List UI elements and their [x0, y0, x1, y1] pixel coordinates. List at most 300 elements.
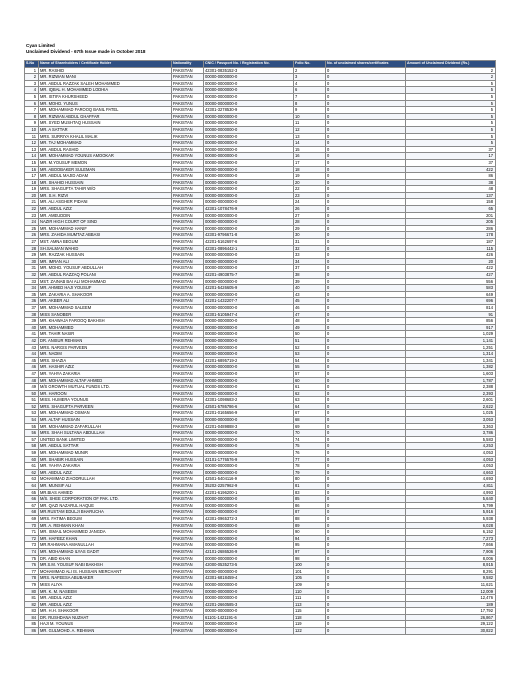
table-row: [25, 159, 496, 166]
table-row: [25, 614, 496, 621]
cell-amount: 6,028: [406, 522, 496, 529]
cell-sno: 53: [25, 410, 39, 417]
cell-folio: 62: [294, 390, 326, 397]
cell-shares: 0: [326, 206, 406, 213]
cell-amount: 1,341: [406, 357, 496, 364]
cell-folio: 97: [294, 548, 326, 555]
cell-name: MR. IQBAL H. MOHAMMED LODHIA: [39, 87, 172, 94]
cell-amount: 5,916: [406, 509, 496, 516]
cell-sno: 24: [25, 219, 39, 226]
cell-name: MR. MOHAMMAD OSMAN: [39, 410, 172, 417]
cell-amount: 8,915: [406, 562, 496, 569]
table-row: [25, 410, 496, 417]
cell-nationality: PAKISTAN: [172, 397, 204, 404]
cell-name: MISS. HUMERA YOUNUS: [39, 397, 172, 404]
cell-shares: 0: [326, 74, 406, 81]
cell-sno: 54: [25, 417, 39, 424]
cell-shares: 0: [326, 126, 406, 133]
cell-folio: 32: [294, 245, 326, 252]
cell-cnic: 00000-0000000-0: [204, 390, 294, 397]
cell-nationality: PAKISTAN: [172, 423, 204, 430]
cell-sno: 29: [25, 252, 39, 259]
cell-cnic: 00000-0000000-0: [204, 628, 294, 635]
cell-name: MRS. NAFEESA ABUBAKER: [39, 575, 172, 582]
table-row: [25, 67, 496, 74]
cell-name: MR. A SATTAR: [39, 126, 172, 133]
table-row: [25, 265, 496, 272]
cell-name: MRS. SURRIYA KHALIL MALIK: [39, 133, 172, 140]
cell-folio: 78: [294, 463, 326, 470]
cell-amount: 8,291: [406, 568, 496, 575]
cell-name: MR. YAHYA ZAKARIA: [39, 370, 172, 377]
cell-amount: 1,603: [406, 370, 496, 377]
cell-sno: 15: [25, 159, 39, 166]
cell-shares: 0: [326, 496, 406, 503]
cell-name: MISS SANOBER: [39, 311, 172, 318]
cell-cnic: 00000-0000000-0: [204, 140, 294, 147]
table-row: [25, 608, 496, 615]
table-row: [25, 588, 496, 595]
cell-cnic: 00000-0000000-0: [204, 324, 294, 331]
cell-nationality: PAKISTAN: [172, 199, 204, 206]
cell-nationality: PAKISTAN: [172, 601, 204, 608]
cell-amount: 2: [406, 74, 496, 81]
cell-sno: 64: [25, 483, 39, 490]
cell-name: MR. ABDUL AZIZ: [39, 595, 172, 602]
cell-amount: 9,582: [406, 575, 496, 582]
cell-nationality: PAKISTAN: [172, 575, 204, 582]
cell-name: MR. SHABIR HUSSAIN: [39, 456, 172, 463]
cell-shares: 0: [326, 100, 406, 107]
cell-folio: 90: [294, 529, 326, 536]
table-body: [25, 67, 496, 634]
table-row: [25, 581, 496, 588]
cell-amount: 427: [406, 272, 496, 279]
cell-nationality: PAKISTAN: [172, 628, 204, 635]
cell-name: MST. ZAINAB BAI ALI MOHAMMAD: [39, 278, 172, 285]
cell-cnic: 00000-0000000-0: [204, 258, 294, 265]
table-row: [25, 496, 496, 503]
cell-name: HAJI M. YOUNUS: [39, 621, 172, 628]
table-row: [25, 285, 496, 292]
cell-shares: 0: [326, 219, 406, 226]
cell-folio: 100: [294, 562, 326, 569]
cell-name: MR. RASHID: [39, 67, 172, 74]
cell-shares: 0: [326, 463, 406, 470]
cell-folio: 75: [294, 443, 326, 450]
cell-nationality: PAKISTAN: [172, 614, 204, 621]
table-row: [25, 357, 496, 364]
cell-shares: 0: [326, 245, 406, 252]
cell-name: MR. RIZWAN ABDUL GHAFFAR: [39, 113, 172, 120]
cell-shares: 0: [326, 324, 406, 331]
table-row: [25, 548, 496, 555]
cell-shares: 0: [326, 331, 406, 338]
table-row: [25, 443, 496, 450]
cell-name: NAZIR HIGH COURT OF SIND: [39, 219, 172, 226]
cell-shares: 0: [326, 509, 406, 516]
cell-cnic: 00000-0000000-0: [204, 595, 294, 602]
cell-amount: 4,663: [406, 469, 496, 476]
cell-nationality: PAKISTAN: [172, 522, 204, 529]
cell-sno: 61: [25, 463, 39, 470]
cell-shares: 0: [326, 291, 406, 298]
cell-cnic: 00000-0000000-0: [204, 173, 294, 180]
cell-name: MR. S.H. RIZVI: [39, 192, 172, 199]
cell-amount: 17,792: [406, 608, 496, 615]
cell-cnic: 42201-0165656-9: [204, 410, 294, 417]
cell-sno: 2: [25, 74, 39, 81]
cell-sno: 37: [25, 304, 39, 311]
cell-name: MR. ABDUL AZIZ: [39, 601, 172, 608]
cell-cnic: 42501-5404116-9: [204, 476, 294, 483]
cell-name: MR. GULMOHD. A. REHMAN: [39, 628, 172, 635]
cell-name: MR. ALTAF HUSSAIN: [39, 417, 172, 424]
cell-folio: 9: [294, 107, 326, 114]
cell-cnic: 00000-0000000-0: [204, 344, 294, 351]
cell-amount: 649: [406, 291, 496, 298]
cell-sno: 52: [25, 403, 39, 410]
table-row: [25, 417, 496, 424]
cell-amount: 4,053: [406, 463, 496, 470]
cell-cnic: 00000-0000000-0: [204, 496, 294, 503]
cell-folio: 43: [294, 291, 326, 298]
cell-shares: 0: [326, 548, 406, 555]
table-row: [25, 298, 496, 305]
cell-folio: 38: [294, 272, 326, 279]
cell-nationality: PAKISTAN: [172, 318, 204, 325]
cell-amount: 5: [406, 107, 496, 114]
cell-shares: 0: [326, 311, 406, 318]
cell-shares: 0: [326, 265, 406, 272]
cell-nationality: PAKISTAN: [172, 285, 204, 292]
cell-folio: 60: [294, 377, 326, 384]
cell-sno: 46: [25, 364, 39, 371]
cell-nationality: PAKISTAN: [172, 443, 204, 450]
cell-cnic: 42201-5162697-6: [204, 239, 294, 246]
cell-nationality: PAKISTAN: [172, 252, 204, 259]
cell-folio: 50: [294, 331, 326, 338]
cell-folio: 110: [294, 588, 326, 595]
cell-shares: 0: [326, 397, 406, 404]
cell-sno: 38: [25, 311, 39, 318]
cell-folio: 6: [294, 87, 326, 94]
cell-sno: 5: [25, 93, 39, 100]
cell-cnic: 00000-0000000-0: [204, 225, 294, 232]
cell-nationality: PAKISTAN: [172, 304, 204, 311]
cell-amount: 1,787: [406, 377, 496, 384]
cell-shares: 0: [326, 568, 406, 575]
table-row: [25, 291, 496, 298]
cell-folio: 109: [294, 581, 326, 588]
cell-name: MR. NADIM: [39, 351, 172, 358]
cell-cnic: 00000-0000000-0: [204, 93, 294, 100]
cell-sno: 18: [25, 179, 39, 186]
unclaimed-dividend-table: [24, 60, 496, 635]
cell-sno: 10: [25, 126, 39, 133]
cell-cnic: 00000-0000000-0: [204, 291, 294, 298]
cell-nationality: PAKISTAN: [172, 225, 204, 232]
cell-sno: 16: [25, 166, 39, 173]
table-row: [25, 562, 496, 569]
cell-cnic: 00000-0000000-0: [204, 166, 294, 173]
cell-nationality: PAKISTAN: [172, 239, 204, 246]
cell-amount: 30,822: [406, 628, 496, 635]
cell-sno: 25: [25, 225, 39, 232]
table-row: [25, 390, 496, 397]
cell-amount: 5: [406, 133, 496, 140]
cell-cnic: 42301-9796671-8: [204, 232, 294, 239]
cell-folio: 53: [294, 351, 326, 358]
cell-name: MR.S.M. YOUSUF NABI BAKHSH: [39, 562, 172, 569]
cell-shares: 0: [326, 436, 406, 443]
cell-name: MR. MOHAMMAD MUNIR: [39, 450, 172, 457]
cell-amount: 4,993: [406, 489, 496, 496]
cell-sno: 49: [25, 384, 39, 391]
cell-amount: 1,141: [406, 337, 496, 344]
cell-folio: 81: [294, 483, 326, 490]
cell-cnic: 00000-0000000-0: [204, 331, 294, 338]
cell-folio: 23: [294, 192, 326, 199]
cell-sno: 35: [25, 291, 39, 298]
cell-folio: 12: [294, 126, 326, 133]
table-row: [25, 529, 496, 536]
cell-shares: 0: [326, 601, 406, 608]
cell-nationality: PAKISTAN: [172, 206, 204, 213]
cell-sno: 33: [25, 278, 39, 285]
cell-sno: 59: [25, 450, 39, 457]
cell-folio: 51: [294, 337, 326, 344]
cell-cnic: 42301-3278530-9: [204, 107, 294, 114]
cell-name: M/S GROWTH MUTUAL FUNDS LTD.: [39, 384, 172, 391]
cell-amount: 5: [406, 126, 496, 133]
cell-nationality: PAKISTAN: [172, 146, 204, 153]
cell-name: UNITED BANK LIMITED: [39, 436, 172, 443]
table-row: [25, 384, 496, 391]
cell-sno: 41: [25, 331, 39, 338]
cell-name: MR. YAHYA ZAKARIA: [39, 463, 172, 470]
cell-nationality: PAKISTAN: [172, 179, 204, 186]
table-row: [25, 252, 496, 259]
cell-shares: 0: [326, 298, 406, 305]
cell-nationality: PAKISTAN: [172, 417, 204, 424]
cell-nationality: PAKISTAN: [172, 113, 204, 120]
cell-name: MR. SYED MUSHTAQ HUSSAIN: [39, 120, 172, 127]
cell-folio: 19: [294, 173, 326, 180]
cell-amount: 1,382: [406, 364, 496, 371]
cell-shares: 0: [326, 318, 406, 325]
cell-shares: 0: [326, 555, 406, 562]
cell-folio: 86: [294, 502, 326, 509]
cell-sno: 4: [25, 87, 39, 94]
cell-cnic: 00000-0000000-0: [204, 219, 294, 226]
cell-folio: 68: [294, 417, 326, 424]
cell-name: MR. A. REHMAN KHAN: [39, 522, 172, 529]
cell-nationality: PAKISTAN: [172, 562, 204, 569]
cell-sno: 76: [25, 562, 39, 569]
header-amount: Amount of Unclaimed Dividend (Rs.): [406, 61, 496, 68]
cell-nationality: PAKISTAN: [172, 232, 204, 239]
cell-cnic: 00000-0000000-0: [204, 370, 294, 377]
cell-cnic: 42201-1432207-7: [204, 298, 294, 305]
cell-cnic: 42000-0535273-5: [204, 562, 294, 569]
cell-folio: 119: [294, 621, 326, 628]
cell-folio: 2: [294, 67, 326, 74]
table-row: [25, 87, 496, 94]
company-name: Cyan Limited: [26, 43, 55, 48]
table-row: [25, 450, 496, 457]
cell-shares: 0: [326, 608, 406, 615]
cell-name: MR. MOHAMMAD FAROOQ BANIL PATEL: [39, 107, 172, 114]
cell-folio: 115: [294, 608, 326, 615]
cell-cnic: 00000-0000000-0: [204, 159, 294, 166]
table-row: [25, 483, 496, 490]
table-row: [25, 601, 496, 608]
table-row: [25, 377, 496, 384]
cell-sno: 81: [25, 595, 39, 602]
table-row: [25, 370, 496, 377]
cell-cnic: 00000-0000000-0: [204, 509, 294, 516]
cell-nationality: PAKISTAN: [172, 456, 204, 463]
cell-shares: 0: [326, 225, 406, 232]
cell-nationality: PAKISTAN: [172, 357, 204, 364]
table-row: [25, 179, 496, 186]
cell-folio: 95: [294, 542, 326, 549]
table-row: [25, 423, 496, 430]
cell-amount: 814: [406, 304, 496, 311]
table-row: [25, 628, 496, 635]
table-row: [25, 502, 496, 509]
cell-shares: 0: [326, 423, 406, 430]
table-row: [25, 324, 496, 331]
cell-sno: 66: [25, 496, 39, 503]
cell-sno: 75: [25, 555, 39, 562]
cell-shares: 0: [326, 529, 406, 536]
cell-shares: 0: [326, 575, 406, 582]
table-row: [25, 239, 496, 246]
cell-folio: 105: [294, 575, 326, 582]
cell-nationality: PAKISTAN: [172, 133, 204, 140]
cell-name: MR. AMEUDDIN: [39, 212, 172, 219]
cell-sno: 71: [25, 529, 39, 536]
cell-name: MR. MOHAMMAD ALTAF AHMED: [39, 377, 172, 384]
cell-amount: 1,314: [406, 351, 496, 358]
cell-folio: 63: [294, 397, 326, 404]
cell-nationality: PAKISTAN: [172, 166, 204, 173]
cell-cnic: 00000-0000000-0: [204, 186, 294, 193]
cell-folio: 118: [294, 614, 326, 621]
cell-sno: 70: [25, 522, 39, 529]
cell-nationality: PAKISTAN: [172, 390, 204, 397]
cell-cnic: 00000-0000000-0: [204, 146, 294, 153]
cell-sno: 43: [25, 344, 39, 351]
cell-nationality: PAKISTAN: [172, 548, 204, 555]
cell-name: MR. ABDUL RAZZAK SALEH MOHAMMED: [39, 80, 172, 87]
cell-shares: 0: [326, 562, 406, 569]
cell-amount: 696: [406, 298, 496, 305]
cell-sno: 1: [25, 67, 39, 74]
cell-shares: 0: [326, 166, 406, 173]
cell-amount: 6,152: [406, 529, 496, 536]
cell-nationality: PAKISTAN: [172, 502, 204, 509]
table-row: [25, 469, 496, 476]
cell-amount: 8,006: [406, 555, 496, 562]
cell-nationality: PAKISTAN: [172, 87, 204, 94]
cell-nationality: PAKISTAN: [172, 621, 204, 628]
cell-folio: 10: [294, 113, 326, 120]
cell-sno: 7: [25, 107, 39, 114]
cell-cnic: 00000-0000000-0: [204, 568, 294, 575]
cell-name: MR. ISMAIL MOHAMMED JANGDA: [39, 529, 172, 536]
cell-amount: 5,799: [406, 502, 496, 509]
cell-amount: 2,601: [406, 397, 496, 404]
cell-sno: 13: [25, 146, 39, 153]
cell-name: MR.RUSTAM EDULJI BHARUCHA: [39, 509, 172, 516]
cell-folio: 45: [294, 298, 326, 305]
cell-sno: 27: [25, 239, 39, 246]
cell-cnic: 42301-0965372-3: [204, 515, 294, 522]
cell-amount: 5,583: [406, 436, 496, 443]
cell-nationality: PAKISTAN: [172, 489, 204, 496]
cell-nationality: PAKISTAN: [172, 542, 204, 549]
cell-amount: 187: [406, 239, 496, 246]
cell-amount: 48: [406, 186, 496, 193]
cell-cnic: 00000-0000000-0: [204, 529, 294, 536]
table-row: [25, 245, 496, 252]
cell-nationality: PAKISTAN: [172, 140, 204, 147]
cell-cnic: 42201-5426605-9: [204, 285, 294, 292]
cell-sno: 11: [25, 133, 39, 140]
cell-cnic: 00000-0000000-0: [204, 384, 294, 391]
cell-sno: 8: [25, 113, 39, 120]
table-row: [25, 476, 496, 483]
cell-amount: 583: [406, 285, 496, 292]
cell-folio: 26: [294, 206, 326, 213]
cell-sno: 84: [25, 614, 39, 621]
cell-folio: 48: [294, 318, 326, 325]
cell-sno: 72: [25, 535, 39, 542]
cell-folio: 55: [294, 364, 326, 371]
cell-amount: 29,122: [406, 621, 496, 628]
cell-amount: 2,393: [406, 390, 496, 397]
cell-sno: 45: [25, 357, 39, 364]
cell-folio: 64: [294, 403, 326, 410]
cell-cnic: 00000-0000000-0: [204, 608, 294, 615]
cell-name: MR. ABDUL AZIZ: [39, 206, 172, 213]
cell-shares: 0: [326, 278, 406, 285]
cell-cnic: 42101-1776576-9: [204, 456, 294, 463]
cell-amount: 556: [406, 278, 496, 285]
cell-amount: 4,053: [406, 450, 496, 457]
cell-name: MR. ABDUL SATTAR: [39, 443, 172, 450]
cell-name: MR. ABDUL AZIZ: [39, 469, 172, 476]
cell-name: MR. HAFEEZ KHAN: [39, 535, 172, 542]
cell-sno: 63: [25, 476, 39, 483]
cell-cnic: 42301-6818459-4: [204, 575, 294, 582]
cell-nationality: PAKISTAN: [172, 529, 204, 536]
cell-nationality: PAKISTAN: [172, 450, 204, 457]
cell-nationality: PAKISTAN: [172, 212, 204, 219]
cell-cnic: 00000-0000000-0: [204, 555, 294, 562]
cell-amount: 1,025: [406, 410, 496, 417]
table-row: [25, 225, 496, 232]
table-row: [25, 206, 496, 213]
cell-nationality: PAKISTAN: [172, 430, 204, 437]
cell-name: MOHAMMAD ZIAODRULLAH: [39, 476, 172, 483]
cell-cnic: 00000-0000000-0: [204, 304, 294, 311]
cell-folio: 54: [294, 357, 326, 364]
cell-shares: 0: [326, 107, 406, 114]
